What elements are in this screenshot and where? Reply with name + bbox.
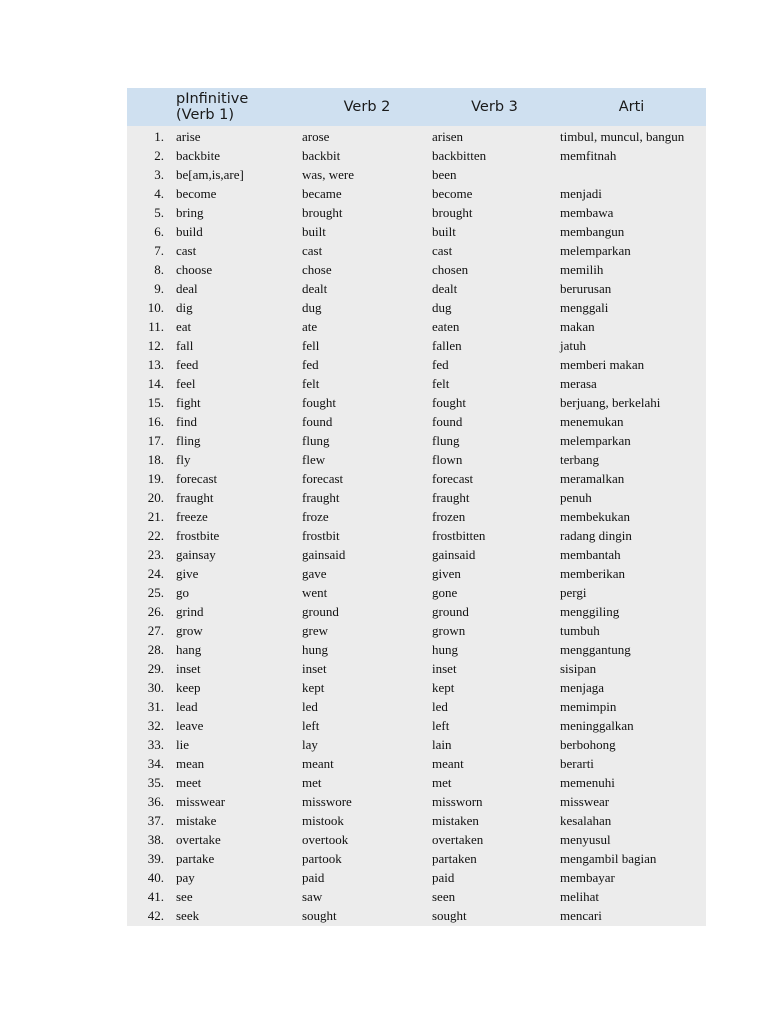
infinitive-cell: fall [176, 338, 194, 353]
infinitive-cell: choose [176, 262, 213, 277]
arti-cell: berjuang, berkelahi [560, 395, 661, 410]
verb3-cell: dealt [432, 281, 458, 296]
verb2-cell: ground [302, 604, 339, 619]
table-body [127, 126, 706, 926]
row-number: 10. [147, 300, 164, 315]
table-row [127, 697, 706, 716]
row-number: 21. [147, 509, 164, 524]
arti-cell: membantah [560, 547, 621, 562]
verb2-cell: dealt [302, 281, 328, 296]
arti-cell: menggantung [560, 642, 631, 657]
verb3-cell: fallen [432, 338, 462, 353]
table-row [127, 184, 706, 203]
row-number: 42. [147, 908, 164, 923]
row-number: 25. [147, 585, 164, 600]
row-number: 18. [147, 452, 164, 467]
table-row [127, 203, 706, 222]
row-number: 11. [148, 319, 164, 334]
infinitive-cell: eat [176, 319, 192, 334]
arti-cell: penuh [560, 490, 592, 505]
infinitive-cell: meet [176, 775, 202, 790]
arti-cell: membawa [560, 205, 614, 220]
verb3-cell: frozen [432, 509, 466, 524]
row-number: 32. [147, 718, 164, 733]
infinitive-cell: feed [176, 357, 199, 372]
arti-cell: menggali [560, 300, 609, 315]
verb3-cell: fought [432, 395, 466, 410]
verb3-cell: given [432, 566, 461, 581]
infinitive-cell: find [176, 414, 197, 429]
infinitive-cell: misswear [176, 794, 226, 809]
arti-cell: berbohong [560, 737, 616, 752]
verb2-cell: sought [302, 908, 337, 923]
verb2-cell: mistook [302, 813, 344, 828]
row-number: 1. [154, 129, 164, 144]
infinitive-cell: pay [176, 870, 195, 885]
table-row [127, 754, 706, 773]
row-number: 24. [147, 566, 164, 581]
row-number: 36. [147, 794, 164, 809]
arti-cell: memimpin [560, 699, 617, 714]
row-number: 4. [154, 186, 164, 201]
table-row [127, 488, 706, 507]
verb2-cell: partook [302, 851, 342, 866]
table-row [127, 602, 706, 621]
verb3-cell: sought [432, 908, 467, 923]
table-row [127, 849, 706, 868]
table-row [127, 241, 706, 260]
arti-cell: menyusul [560, 832, 611, 847]
arti-cell: membangun [560, 224, 625, 239]
infinitive-cell: freeze [176, 509, 208, 524]
table-row [127, 146, 706, 165]
verb3-cell: overtaken [432, 832, 484, 847]
table-row [127, 887, 706, 906]
infinitive-cell: build [176, 224, 203, 239]
verb2-cell: fed [302, 357, 319, 372]
table-row [127, 583, 706, 602]
infinitive-cell: partake [176, 851, 215, 866]
arti-cell: meramalkan [560, 471, 625, 486]
row-number: 31. [147, 699, 164, 714]
arti-cell: memilih [560, 262, 604, 277]
row-number: 20. [147, 490, 164, 505]
arti-cell: membayar [560, 870, 615, 885]
verb2-cell: misswore [302, 794, 352, 809]
table-row [127, 222, 706, 241]
row-number: 35. [147, 775, 164, 790]
table-row [127, 469, 706, 488]
verb2-cell: ate [302, 319, 318, 334]
verb3-cell: paid [432, 870, 455, 885]
row-number: 23. [147, 547, 164, 562]
infinitive-cell: go [176, 585, 189, 600]
verb2-cell: became [302, 186, 342, 201]
table-row [127, 450, 706, 469]
verb2-cell: saw [302, 889, 323, 904]
arti-cell: jatuh [560, 338, 586, 353]
verb3-cell: led [432, 699, 448, 714]
arti-cell: memberikan [560, 566, 625, 581]
row-number: 27. [147, 623, 164, 638]
arti-cell: misswear [560, 794, 610, 809]
arti-cell: melemparkan [560, 243, 631, 258]
verb3-cell: flown [432, 452, 463, 467]
verb3-cell: seen [432, 889, 456, 904]
verb3-cell: become [432, 186, 473, 201]
row-number: 5. [154, 205, 164, 220]
table-row [127, 545, 706, 564]
header-verb2: Verb 2 [343, 99, 391, 115]
row-number: 12. [147, 338, 164, 353]
verb2-cell: brought [302, 205, 343, 220]
table-row [127, 279, 706, 298]
infinitive-cell: overtake [176, 832, 221, 847]
table-row [127, 165, 706, 184]
verb2-cell: frostbit [302, 528, 340, 543]
infinitive-cell: mean [176, 756, 205, 771]
verb3-cell: inset [432, 661, 457, 676]
row-number: 2. [154, 148, 164, 163]
verb2-cell: felt [302, 376, 320, 391]
verb2-cell: gave [302, 566, 327, 581]
verb3-cell: found [432, 414, 463, 429]
table-row [127, 906, 706, 925]
verb2-cell: paid [302, 870, 325, 885]
infinitive-cell: mistake [176, 813, 217, 828]
verb2-cell: kept [302, 680, 325, 695]
arti-cell: merasa [560, 376, 597, 391]
infinitive-cell: see [176, 889, 193, 904]
verb3-cell: left [432, 718, 450, 733]
verb2-cell: forecast [302, 471, 344, 486]
verb2-cell: fought [302, 395, 336, 410]
table-row [127, 412, 706, 431]
verb3-cell: chosen [432, 262, 469, 277]
row-number: 15. [147, 395, 164, 410]
verb3-cell: backbitten [432, 148, 487, 163]
row-number: 3. [154, 167, 164, 182]
arti-cell: memenuhi [560, 775, 615, 790]
row-number: 14. [147, 376, 164, 391]
row-number: 33. [147, 737, 164, 752]
infinitive-cell: become [176, 186, 217, 201]
row-number: 40. [147, 870, 164, 885]
infinitive-cell: fling [176, 433, 201, 448]
verb3-cell: fed [432, 357, 449, 372]
verb3-cell: met [432, 775, 452, 790]
infinitive-cell: seek [176, 908, 200, 923]
arti-cell: memberi makan [560, 357, 645, 372]
verb3-cell: eaten [432, 319, 460, 334]
verb2-cell: froze [302, 509, 329, 524]
verb3-cell: built [432, 224, 456, 239]
table-row [127, 773, 706, 792]
verb2-cell: fell [302, 338, 320, 353]
row-number: 26. [147, 604, 164, 619]
infinitive-cell: fraught [176, 490, 214, 505]
table-row [127, 127, 706, 146]
verb2-cell: met [302, 775, 322, 790]
verb2-cell: went [302, 585, 328, 600]
verb3-cell: cast [432, 243, 453, 258]
arti-cell: meninggalkan [560, 718, 634, 733]
verb2-cell: dug [302, 300, 322, 315]
header-infinitive: pInfinitive (Verb 1) [176, 91, 249, 123]
table-row [127, 659, 706, 678]
verb2-cell: lay [302, 737, 318, 752]
verb3-cell: kept [432, 680, 455, 695]
verb2-cell: fraught [302, 490, 340, 505]
row-number: 39. [147, 851, 164, 866]
verb2-cell: inset [302, 661, 327, 676]
table-row [127, 374, 706, 393]
row-number: 38. [147, 832, 164, 847]
verb2-cell: grew [302, 623, 328, 638]
verb2-cell: hung [302, 642, 328, 657]
verb2-cell: cast [302, 243, 323, 258]
table-row [127, 716, 706, 735]
verb3-cell: fraught [432, 490, 470, 505]
table-row [127, 868, 706, 887]
arti-cell: melihat [560, 889, 599, 904]
table-row [127, 735, 706, 754]
row-number: 28. [147, 642, 164, 657]
arti-cell: menjadi [560, 186, 602, 201]
arti-cell: terbang [560, 452, 599, 467]
verb2-cell: built [302, 224, 326, 239]
row-number: 13. [147, 357, 164, 372]
verb3-cell: gainsaid [432, 547, 476, 562]
row-number: 19. [147, 471, 164, 486]
arti-cell: radang dingin [560, 528, 632, 543]
table-row [127, 564, 706, 583]
row-number: 22. [147, 528, 164, 543]
infinitive-cell: frostbite [176, 528, 220, 543]
table-row [127, 298, 706, 317]
arti-cell: tumbuh [560, 623, 600, 638]
infinitive-cell: cast [176, 243, 197, 258]
row-number: 9. [154, 281, 164, 296]
verb3-cell: hung [432, 642, 458, 657]
arti-cell: menemukan [560, 414, 624, 429]
verb2-cell: arose [302, 129, 330, 144]
row-number: 7. [154, 243, 164, 258]
table-row [127, 260, 706, 279]
arti-cell: pergi [560, 585, 587, 600]
infinitive-cell: arise [176, 129, 201, 144]
arti-cell: menggiling [560, 604, 620, 619]
verb3-cell: felt [432, 376, 450, 391]
row-number: 41. [147, 889, 164, 904]
verb3-cell: forecast [432, 471, 474, 486]
infinitive-cell: be[am,is,are] [176, 167, 244, 182]
infinitive-cell: inset [176, 661, 201, 676]
table-row [127, 621, 706, 640]
infinitive-cell: lead [176, 699, 198, 714]
verb2-cell: meant [302, 756, 334, 771]
arti-cell: timbul, muncul, bangun [560, 129, 685, 144]
verb3-cell: frostbitten [432, 528, 486, 543]
table-row [127, 355, 706, 374]
verb3-cell: gone [432, 585, 458, 600]
arti-cell: kesalahan [560, 813, 612, 828]
verb3-cell: dug [432, 300, 452, 315]
table-row [127, 507, 706, 526]
verb2-cell: was, were [302, 167, 354, 182]
infinitive-cell: grow [176, 623, 203, 638]
row-number: 30. [147, 680, 164, 695]
verb2-cell: backbit [302, 148, 341, 163]
row-number: 34. [147, 756, 164, 771]
arti-cell: memfitnah [560, 148, 617, 163]
verb3-cell: missworn [432, 794, 483, 809]
table-row [127, 640, 706, 659]
verb3-cell: been [432, 167, 457, 182]
arti-cell: membekukan [560, 509, 631, 524]
infinitive-cell: leave [176, 718, 204, 733]
arti-cell: berarti [560, 756, 594, 771]
verb2-cell: chose [302, 262, 332, 277]
verb2-cell: flung [302, 433, 330, 448]
verb2-cell: left [302, 718, 320, 733]
arti-cell: melemparkan [560, 433, 631, 448]
arti-cell: makan [560, 319, 595, 334]
verb3-cell: grown [432, 623, 466, 638]
infinitive-cell: grind [176, 604, 204, 619]
infinitive-cell: fly [176, 452, 191, 467]
table-row [127, 336, 706, 355]
row-number: 29. [147, 661, 164, 676]
table-row [127, 431, 706, 450]
table-header [127, 88, 706, 126]
arti-cell: berurusan [560, 281, 612, 296]
row-number: 37. [147, 813, 164, 828]
row-number: 6. [154, 224, 164, 239]
verb2-cell: led [302, 699, 318, 714]
verb3-cell: ground [432, 604, 469, 619]
table-row [127, 792, 706, 811]
arti-cell: mencari [560, 908, 602, 923]
table-row [127, 811, 706, 830]
infinitive-cell: dig [176, 300, 193, 315]
infinitive-cell: fight [176, 395, 201, 410]
infinitive-cell: gainsay [176, 547, 216, 562]
infinitive-cell: forecast [176, 471, 218, 486]
header-arti: Arti [618, 99, 645, 115]
row-number: 16. [147, 414, 164, 429]
arti-cell: sisipan [560, 661, 597, 676]
table-row [127, 678, 706, 697]
table-row [127, 393, 706, 412]
arti-cell: mengambil bagian [560, 851, 657, 866]
verb3-cell: arisen [432, 129, 464, 144]
header-verb3: Verb 3 [471, 99, 518, 115]
verb3-cell: brought [432, 205, 473, 220]
infinitive-cell: feel [176, 376, 196, 391]
verb3-cell: meant [432, 756, 464, 771]
infinitive-cell: deal [176, 281, 198, 296]
verb-table [127, 88, 706, 926]
infinitive-cell: keep [176, 680, 201, 695]
verb3-cell: lain [432, 737, 452, 752]
infinitive-cell: give [176, 566, 199, 581]
infinitive-cell: lie [176, 737, 189, 752]
row-number: 17. [147, 433, 164, 448]
table-row [127, 830, 706, 849]
table-row [127, 317, 706, 336]
verb3-cell: flung [432, 433, 460, 448]
row-number: 8. [154, 262, 164, 277]
arti-cell: menjaga [560, 680, 605, 695]
verb3-cell: mistaken [432, 813, 479, 828]
verb2-cell: found [302, 414, 333, 429]
verb2-cell: flew [302, 452, 326, 467]
verb2-cell: overtook [302, 832, 349, 847]
infinitive-cell: bring [176, 205, 204, 220]
table-row [127, 526, 706, 545]
infinitive-cell: backbite [176, 148, 221, 163]
verb3-cell: partaken [432, 851, 477, 866]
infinitive-cell: hang [176, 642, 202, 657]
verb2-cell: gainsaid [302, 547, 346, 562]
